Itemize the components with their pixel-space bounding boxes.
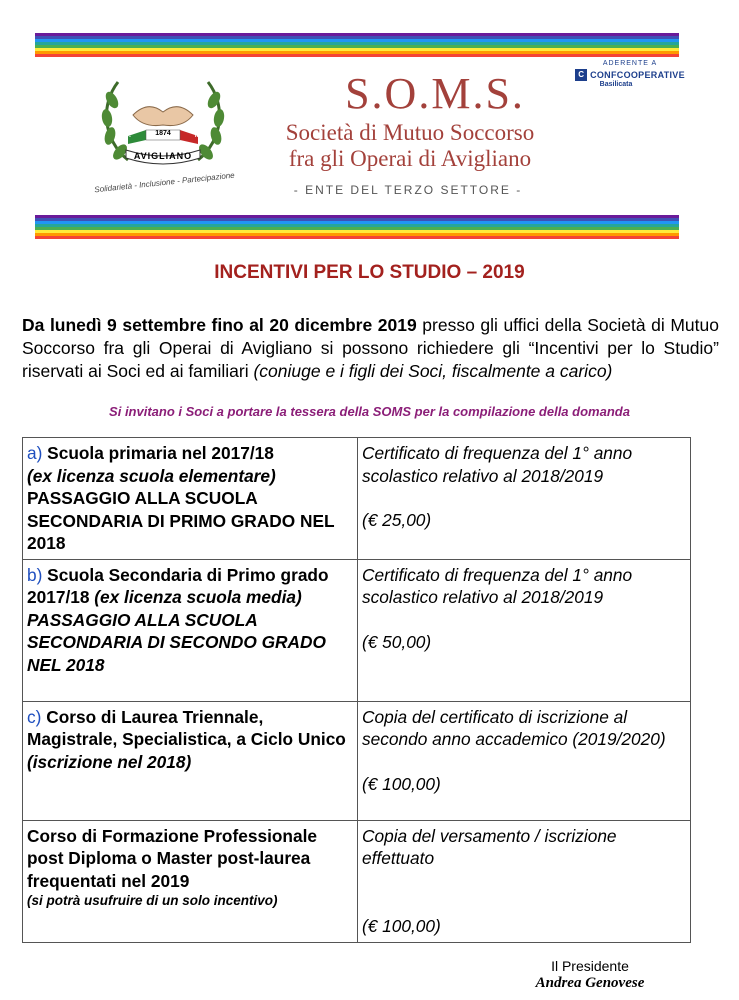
logo-motto: Solidarietà - Inclusione - Partecipazione (93, 170, 236, 195)
signature-name: Andrea Genovese (535, 975, 645, 991)
row-extra: PASSAGGIO ALLA SCUOLA SECONDARIA DI SECONDO GRADO NEL 2018 (27, 609, 326, 675)
row-title: Scuola Secondaria di Primo grado 2017/18 (27, 564, 329, 607)
logo-initials-left: S.O. (116, 132, 131, 139)
row-italic-note: (ex licenza scuola media) (94, 587, 302, 607)
confcooperative-region: Basilicata (599, 81, 633, 88)
intro-paragraph (22, 314, 719, 383)
row-extra: PASSAGGIO ALLA SCUOLA SECONDARIA DI PRIMO GRADO NEL 2018 (27, 488, 335, 553)
row-c-criteria (23, 701, 358, 820)
organization-tagline: - ENTE DEL TERZO SETTORE - (293, 183, 523, 197)
row-amount: (€ 100,00) (362, 773, 441, 794)
row-a-criteria (23, 438, 358, 560)
logo-town: AVIGLIANO (133, 151, 193, 161)
row-b-requirement (358, 559, 691, 701)
spacer (362, 487, 687, 509)
logo-initials-right: M.S. (194, 132, 210, 139)
confcooperative-name: CONFCOOPERATIVE (590, 70, 685, 80)
row-title: Corso di Laurea Triennale, Magistrale, Specialistica, a Ciclo Unico (27, 706, 346, 749)
row-amount: (€ 50,00) (362, 631, 432, 652)
row-requirement: Certificato di frequenza del 1° anno scolastico relativo al 2018/2019 (362, 564, 633, 607)
row-italic-note: (ex licenza scuola elementare) (27, 465, 276, 486)
organization-acronym: S.O.M.S. (345, 69, 525, 118)
signature-role: Il Presidente (551, 958, 629, 974)
row-b-criteria (23, 559, 358, 701)
row-title: Scuola primaria nel 2017/18 (42, 443, 274, 463)
row-a-requirement (358, 438, 691, 560)
row-title: Corso di Formazione Professionale post Diploma o Master post-laurea frequentati nel 2019 (27, 825, 318, 891)
spacer (362, 609, 687, 631)
confcooperative-badge (575, 60, 685, 88)
row-requirement: Certificato di frequenza del 1° anno scolastico relativo al 2018/2019 (362, 443, 633, 486)
intro-dates: Da lunedì 9 settembre fino al 20 dicembre 2019 (22, 315, 417, 335)
row-c-requirement (358, 701, 691, 820)
incentives-table (22, 437, 691, 943)
table-row (23, 701, 691, 820)
intro-family-note: (coniuge e i figli dei Soci, fiscalmente a carico) (253, 361, 613, 381)
row-small-note: (si potrà usufruire di un solo incentivo) (27, 893, 278, 908)
organization-name-line2: fra gli Operai di Avigliano (288, 146, 532, 171)
rainbow-stripe (35, 54, 679, 57)
signature-block (520, 958, 660, 992)
row-italic-note: (iscrizione nel 2018) (27, 751, 192, 772)
rainbow-bar-bottom (35, 215, 679, 239)
spacer (362, 870, 687, 915)
row-requirement: Copia del certificato di iscrizione al secondo anno accademico (2019/2020) (362, 706, 666, 749)
page-heading: INCENTIVI PER LO STUDIO – 2019 (214, 262, 525, 283)
confcooperative-brand (575, 69, 685, 81)
table-row (23, 559, 691, 701)
invitation-note: Si invitano i Soci a portare la tessera della SOMS per la compilazione della domanda (109, 404, 630, 419)
row-letter: c) (27, 706, 42, 727)
intro-text: presso gli uffici della Società di Mutuo Soccorso fra gli Operai di Avigliano si possono richiedere gli “Incentivi per lo Studio” riservati ai Soci ed ai familiari (22, 315, 719, 381)
table-row (23, 820, 691, 942)
row-d-criteria (23, 820, 358, 942)
row-letter: b) (27, 564, 43, 585)
aderente-label: ADERENTE A (602, 60, 658, 67)
row-amount: (€ 100,00) (362, 915, 441, 936)
row-letter: a) (27, 443, 43, 463)
row-d-requirement (358, 820, 691, 942)
table-row (23, 438, 691, 560)
spacer (362, 751, 687, 773)
rainbow-stripe (35, 236, 679, 239)
organization-name-line1: Società di Mutuo Soccorso (285, 120, 535, 145)
row-amount: (€ 25,00) (362, 510, 432, 530)
confcooperative-icon: C (575, 69, 587, 81)
row-requirement: Copia del versamento / iscrizione effettuato (362, 825, 617, 868)
logo-year: 1874 (155, 130, 171, 137)
rainbow-bar-top (35, 33, 679, 57)
